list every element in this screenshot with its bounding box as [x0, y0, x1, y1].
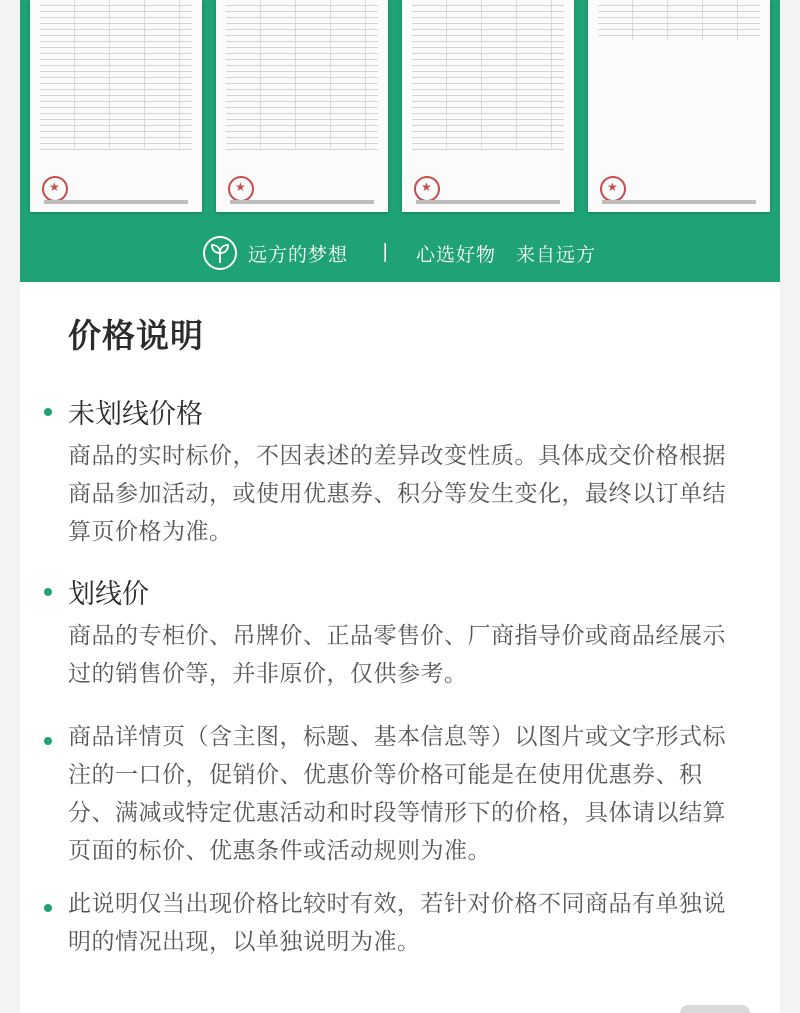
price-explanation-card [20, 282, 780, 1013]
test-report-page-1 [30, 0, 202, 212]
tagline-part-1: 心选好物 [416, 244, 497, 266]
bullet-dot-icon [44, 904, 52, 912]
test-report-images [20, 0, 780, 215]
test-report-page-3 [402, 0, 574, 212]
red-seal-stamp-icon [228, 176, 254, 202]
note-price-comparison: 此说明仅当出现价格比较时有效，若针对价格不同商品有单独说明的情况出现，以单独说明为准。 [68, 891, 726, 955]
red-seal-stamp-icon [414, 176, 440, 202]
red-seal-stamp-icon [600, 176, 626, 202]
sprout-logo-icon [203, 236, 237, 270]
slogan-divider: | [382, 240, 389, 262]
section-heading-lined-price: 划线价 [68, 579, 149, 610]
certificate-banner [20, 0, 780, 282]
bullet-dot-icon [44, 737, 52, 745]
section-text-unlined-price: 商品的实时标价，不因表述的差异改变性质。具体成交价格根据商品参加活动，或使用优惠券、积分等发生变化，最终以订单结算页价格为准。 [68, 443, 726, 545]
bullet-dot-icon [44, 408, 52, 416]
test-report-page-4 [588, 0, 770, 212]
test-report-page-2 [216, 0, 388, 212]
tagline-part-2: 来自远方 [516, 244, 597, 266]
brand-slogan [20, 234, 780, 274]
page-title: 价格说明 [68, 316, 204, 355]
red-seal-stamp-icon [42, 176, 68, 202]
section-heading-unlined-price: 未划线价格 [68, 399, 203, 430]
section-text-lined-price: 商品的专柜价、吊牌价、正品零售价、厂商指导价或商品经展示过的销售价等，并非原价，仅供参考。 [68, 623, 726, 687]
scroll-indicator [680, 1005, 750, 1013]
note-detail-page-price: 商品详情页（含主图，标题、基本信息等）以图片或文字形式标注的一口价，促销价、优惠价等价格可能是在使用优惠券、积分、满减或特定优惠活动和时段等情形下的价格，具体请以结算页面的标价、优惠条件或活动规则为准。 [68, 724, 726, 864]
brand-name: 远方的梦想 [248, 244, 349, 266]
bullet-dot-icon [44, 588, 52, 596]
